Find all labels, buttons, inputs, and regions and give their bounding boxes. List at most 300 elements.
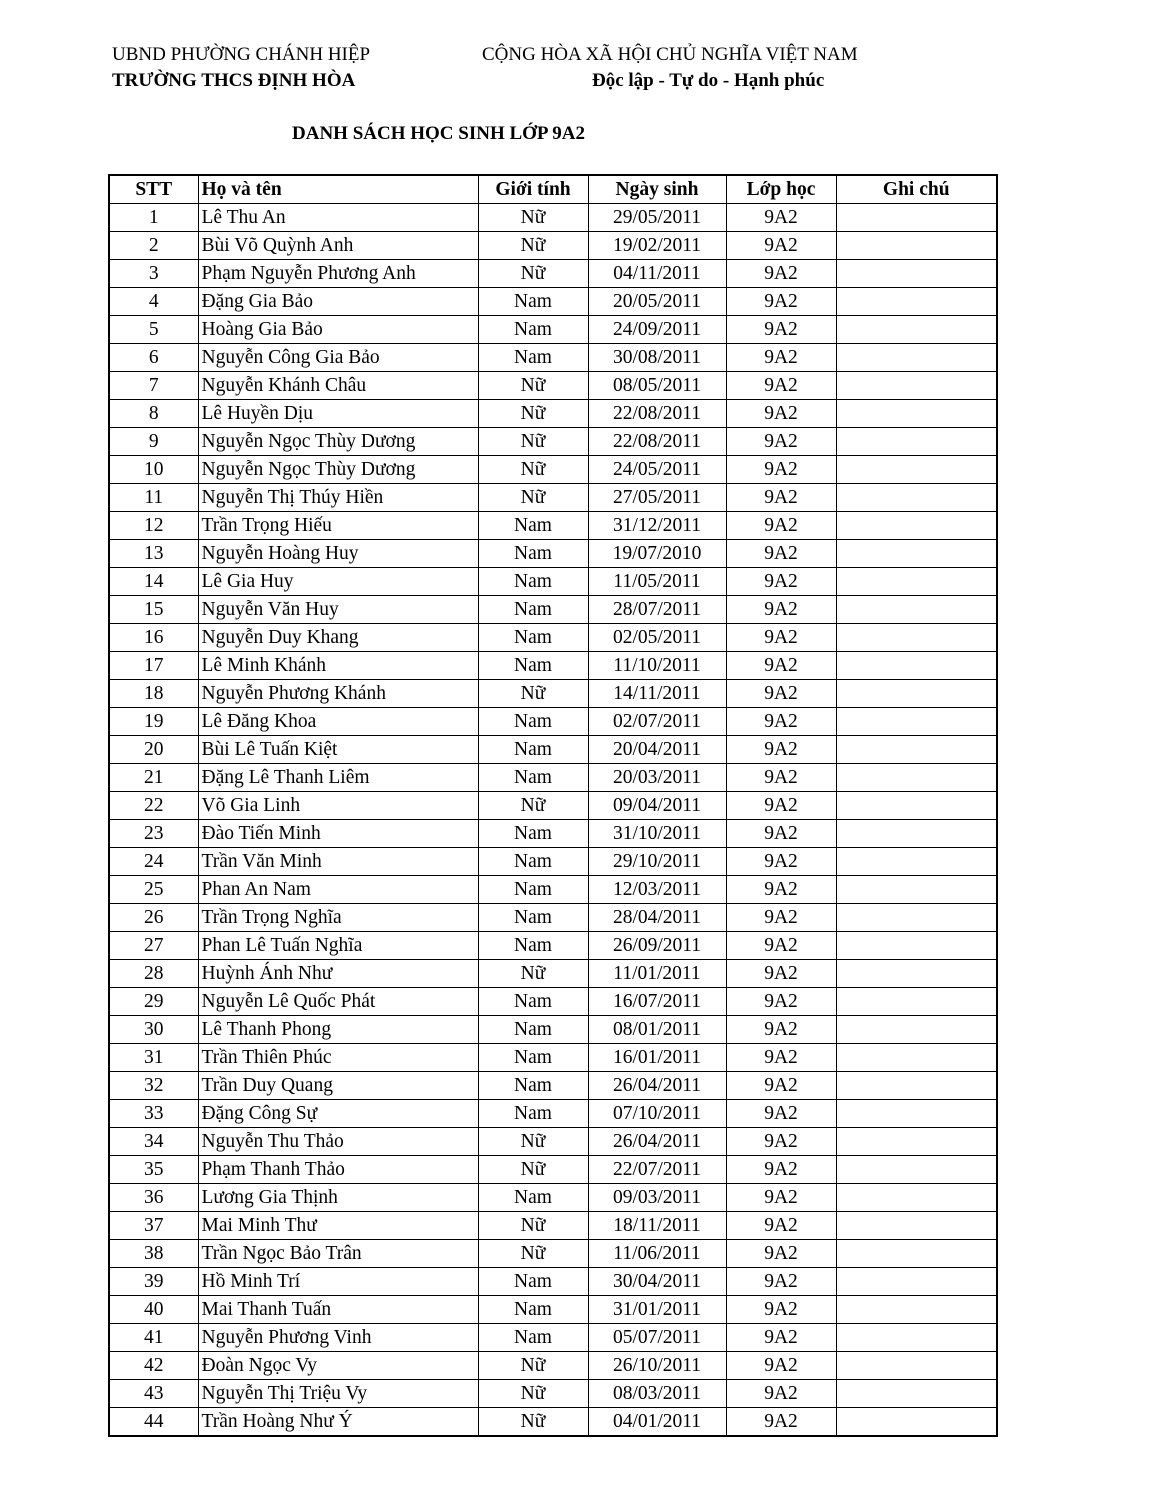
table-row — [109, 372, 997, 400]
cell-stt: 27 — [109, 932, 198, 960]
cell-class: 9A2 — [726, 288, 836, 316]
cell-birthdate: 22/08/2011 — [588, 400, 726, 428]
cell-stt: 2 — [109, 232, 198, 260]
cell-birthdate: 12/03/2011 — [588, 876, 726, 904]
cell-stt: 29 — [109, 988, 198, 1016]
cell-gender: Nam — [478, 820, 588, 848]
cell-note — [836, 1044, 997, 1072]
cell-class: 9A2 — [726, 932, 836, 960]
cell-stt: 31 — [109, 1044, 198, 1072]
cell-class: 9A2 — [726, 484, 836, 512]
cell-stt: 6 — [109, 344, 198, 372]
table-row — [109, 1184, 997, 1212]
cell-birthdate: 07/10/2011 — [588, 1100, 726, 1128]
cell-name: Hoàng Gia Bảo — [198, 316, 478, 344]
cell-name: Lê Gia Huy — [198, 568, 478, 596]
table-row — [109, 288, 997, 316]
table-row — [109, 904, 997, 932]
cell-gender: Nam — [478, 1044, 588, 1072]
cell-name: Lê Minh Khánh — [198, 652, 478, 680]
cell-note — [836, 1240, 997, 1268]
cell-name: Mai Thanh Tuấn — [198, 1296, 478, 1324]
cell-class: 9A2 — [726, 1156, 836, 1184]
cell-gender: Nam — [478, 932, 588, 960]
table-row — [109, 512, 997, 540]
cell-stt: 18 — [109, 680, 198, 708]
cell-name: Phạm Nguyễn Phương Anh — [198, 260, 478, 288]
cell-birthdate: 18/11/2011 — [588, 1212, 726, 1240]
cell-birthdate: 11/01/2011 — [588, 960, 726, 988]
cell-name: Nguyễn Ngọc Thùy Dương — [198, 456, 478, 484]
cell-gender: Nam — [478, 1184, 588, 1212]
cell-gender: Nam — [478, 1016, 588, 1044]
document-title: DANH SÁCH HỌC SINH LỚP 9A2 — [292, 123, 585, 144]
cell-gender: Nam — [478, 736, 588, 764]
cell-class: 9A2 — [726, 1296, 836, 1324]
table-header-row — [109, 175, 997, 204]
cell-stt: 11 — [109, 484, 198, 512]
cell-birthdate: 08/05/2011 — [588, 372, 726, 400]
cell-gender: Nam — [478, 1100, 588, 1128]
table-row — [109, 680, 997, 708]
cell-birthdate: 19/02/2011 — [588, 232, 726, 260]
cell-gender: Nữ — [478, 260, 588, 288]
table-row — [109, 1296, 997, 1324]
student-list-table — [108, 174, 998, 1437]
table-row — [109, 652, 997, 680]
cell-note — [836, 1408, 997, 1437]
cell-gender: Nam — [478, 1268, 588, 1296]
column-header-class: Lớp học — [726, 175, 836, 204]
table-row — [109, 428, 997, 456]
cell-name: Trần Hoàng Như Ý — [198, 1408, 478, 1437]
column-header-stt: STT — [109, 175, 198, 204]
table-row — [109, 876, 997, 904]
cell-birthdate: 29/10/2011 — [588, 848, 726, 876]
cell-gender: Nữ — [478, 960, 588, 988]
cell-stt: 26 — [109, 904, 198, 932]
cell-name: Trần Văn Minh — [198, 848, 478, 876]
table-row — [109, 1352, 997, 1380]
cell-class: 9A2 — [726, 876, 836, 904]
cell-class: 9A2 — [726, 764, 836, 792]
cell-stt: 4 — [109, 288, 198, 316]
cell-class: 9A2 — [726, 1240, 836, 1268]
cell-gender: Nữ — [478, 1128, 588, 1156]
cell-name: Võ Gia Linh — [198, 792, 478, 820]
cell-gender: Nam — [478, 708, 588, 736]
column-header-name: Họ và tên — [198, 175, 478, 204]
cell-note — [836, 1128, 997, 1156]
cell-stt: 44 — [109, 1408, 198, 1437]
cell-gender: Nữ — [478, 204, 588, 232]
table-row — [109, 792, 997, 820]
cell-birthdate: 19/07/2010 — [588, 540, 726, 568]
cell-stt: 38 — [109, 1240, 198, 1268]
cell-note — [836, 1156, 997, 1184]
cell-birthdate: 02/05/2011 — [588, 624, 726, 652]
column-header-birthdate: Ngày sinh — [588, 175, 726, 204]
cell-note — [836, 904, 997, 932]
table-row — [109, 1268, 997, 1296]
table-row — [109, 1044, 997, 1072]
cell-birthdate: 20/04/2011 — [588, 736, 726, 764]
cell-note — [836, 232, 997, 260]
cell-name: Nguyễn Thu Thảo — [198, 1128, 478, 1156]
cell-birthdate: 26/04/2011 — [588, 1128, 726, 1156]
authority-name: UBND PHƯỜNG CHÁNH HIỆP — [112, 44, 371, 65]
table-row — [109, 400, 997, 428]
cell-class: 9A2 — [726, 260, 836, 288]
cell-name: Nguyễn Thị Triệu Vy — [198, 1380, 478, 1408]
cell-note — [836, 260, 997, 288]
cell-birthdate: 08/01/2011 — [588, 1016, 726, 1044]
cell-gender: Nam — [478, 568, 588, 596]
cell-name: Mai Minh Thư — [198, 1212, 478, 1240]
cell-note — [836, 1212, 997, 1240]
cell-class: 9A2 — [726, 372, 836, 400]
cell-name: Lương Gia Thịnh — [198, 1184, 478, 1212]
cell-birthdate: 26/10/2011 — [588, 1352, 726, 1380]
table-row — [109, 624, 997, 652]
cell-gender: Nam — [478, 624, 588, 652]
cell-stt: 3 — [109, 260, 198, 288]
cell-birthdate: 05/07/2011 — [588, 1324, 726, 1352]
school-name: TRƯỜNG THCS ĐỊNH HÒA — [112, 70, 356, 91]
cell-class: 9A2 — [726, 232, 836, 260]
table-row — [109, 316, 997, 344]
cell-stt: 34 — [109, 1128, 198, 1156]
column-header-note: Ghi chú — [836, 175, 997, 204]
cell-birthdate: 30/04/2011 — [588, 1268, 726, 1296]
cell-class: 9A2 — [726, 624, 836, 652]
cell-stt: 14 — [109, 568, 198, 596]
cell-stt: 42 — [109, 1352, 198, 1380]
cell-stt: 32 — [109, 1072, 198, 1100]
cell-stt: 7 — [109, 372, 198, 400]
cell-note — [836, 344, 997, 372]
cell-class: 9A2 — [726, 848, 836, 876]
cell-birthdate: 27/05/2011 — [588, 484, 726, 512]
cell-gender: Nữ — [478, 484, 588, 512]
cell-note — [836, 820, 997, 848]
cell-birthdate: 24/05/2011 — [588, 456, 726, 484]
cell-birthdate: 29/05/2011 — [588, 204, 726, 232]
table-row — [109, 596, 997, 624]
cell-stt: 16 — [109, 624, 198, 652]
cell-class: 9A2 — [726, 904, 836, 932]
cell-name: Đoàn Ngọc Vy — [198, 1352, 478, 1380]
cell-note — [836, 848, 997, 876]
cell-class: 9A2 — [726, 708, 836, 736]
cell-name: Phan An Nam — [198, 876, 478, 904]
cell-birthdate: 11/05/2011 — [588, 568, 726, 596]
table-row — [109, 1100, 997, 1128]
cell-stt: 21 — [109, 764, 198, 792]
cell-note — [836, 680, 997, 708]
cell-class: 9A2 — [726, 540, 836, 568]
cell-gender: Nữ — [478, 372, 588, 400]
cell-class: 9A2 — [726, 316, 836, 344]
cell-gender: Nam — [478, 344, 588, 372]
cell-note — [836, 400, 997, 428]
cell-gender: Nam — [478, 1296, 588, 1324]
cell-note — [836, 484, 997, 512]
cell-name: Nguyễn Thị Thúy Hiền — [198, 484, 478, 512]
cell-birthdate: 20/05/2011 — [588, 288, 726, 316]
table-row — [109, 1156, 997, 1184]
cell-note — [836, 540, 997, 568]
cell-birthdate: 22/08/2011 — [588, 428, 726, 456]
cell-class: 9A2 — [726, 736, 836, 764]
table-row — [109, 1240, 997, 1268]
cell-birthdate: 16/07/2011 — [588, 988, 726, 1016]
table-row — [109, 540, 997, 568]
cell-name: Phạm Thanh Thảo — [198, 1156, 478, 1184]
cell-note — [836, 1352, 997, 1380]
cell-name: Nguyễn Phương Khánh — [198, 680, 478, 708]
cell-gender: Nữ — [478, 428, 588, 456]
cell-name: Lê Đăng Khoa — [198, 708, 478, 736]
cell-class: 9A2 — [726, 1324, 836, 1352]
cell-name: Bùi Lê Tuấn Kiệt — [198, 736, 478, 764]
cell-gender: Nam — [478, 652, 588, 680]
cell-birthdate: 28/04/2011 — [588, 904, 726, 932]
cell-birthdate: 20/03/2011 — [588, 764, 726, 792]
cell-name: Hồ Minh Trí — [198, 1268, 478, 1296]
cell-class: 9A2 — [726, 1128, 836, 1156]
cell-note — [836, 624, 997, 652]
cell-class: 9A2 — [726, 1380, 836, 1408]
table-row — [109, 456, 997, 484]
cell-note — [836, 316, 997, 344]
cell-gender: Nữ — [478, 1240, 588, 1268]
cell-gender: Nam — [478, 596, 588, 624]
table-row — [109, 848, 997, 876]
cell-note — [836, 428, 997, 456]
cell-gender: Nam — [478, 316, 588, 344]
cell-stt: 9 — [109, 428, 198, 456]
national-title: CỘNG HÒA XÃ HỘI CHỦ NGHĨA VIỆT NAM — [482, 44, 858, 65]
cell-class: 9A2 — [726, 1268, 836, 1296]
cell-birthdate: 31/10/2011 — [588, 820, 726, 848]
table-row — [109, 1072, 997, 1100]
cell-class: 9A2 — [726, 428, 836, 456]
cell-note — [836, 1324, 997, 1352]
cell-note — [836, 1268, 997, 1296]
cell-stt: 15 — [109, 596, 198, 624]
cell-birthdate: 31/12/2011 — [588, 512, 726, 540]
cell-name: Đặng Lê Thanh Liêm — [198, 764, 478, 792]
cell-gender: Nữ — [478, 1156, 588, 1184]
cell-note — [836, 792, 997, 820]
cell-gender: Nam — [478, 988, 588, 1016]
cell-stt: 24 — [109, 848, 198, 876]
cell-birthdate: 26/04/2011 — [588, 1072, 726, 1100]
cell-birthdate: 22/07/2011 — [588, 1156, 726, 1184]
cell-stt: 5 — [109, 316, 198, 344]
cell-gender: Nữ — [478, 1408, 588, 1437]
table-row — [109, 1408, 997, 1437]
cell-name: Đặng Công Sự — [198, 1100, 478, 1128]
table-row — [109, 1380, 997, 1408]
cell-note — [836, 512, 997, 540]
cell-stt: 13 — [109, 540, 198, 568]
cell-stt: 43 — [109, 1380, 198, 1408]
cell-stt: 19 — [109, 708, 198, 736]
cell-name: Đặng Gia Bảo — [198, 288, 478, 316]
cell-stt: 36 — [109, 1184, 198, 1212]
cell-stt: 25 — [109, 876, 198, 904]
cell-class: 9A2 — [726, 1184, 836, 1212]
cell-gender: Nữ — [478, 1212, 588, 1240]
cell-note — [836, 876, 997, 904]
cell-class: 9A2 — [726, 400, 836, 428]
cell-note — [836, 932, 997, 960]
cell-note — [836, 1296, 997, 1324]
column-header-gender: Giới tính — [478, 175, 588, 204]
cell-class: 9A2 — [726, 456, 836, 484]
cell-name: Trần Duy Quang — [198, 1072, 478, 1100]
table-row — [109, 820, 997, 848]
cell-note — [836, 960, 997, 988]
cell-name: Nguyễn Văn Huy — [198, 596, 478, 624]
cell-gender: Nữ — [478, 792, 588, 820]
cell-name: Lê Huyền Dịu — [198, 400, 478, 428]
table-row — [109, 568, 997, 596]
cell-birthdate: 09/04/2011 — [588, 792, 726, 820]
cell-name: Lê Thu An — [198, 204, 478, 232]
table-row — [109, 1128, 997, 1156]
cell-birthdate: 08/03/2011 — [588, 1380, 726, 1408]
cell-name: Nguyễn Phương Vinh — [198, 1324, 478, 1352]
cell-note — [836, 652, 997, 680]
cell-gender: Nữ — [478, 232, 588, 260]
cell-note — [836, 568, 997, 596]
cell-stt: 20 — [109, 736, 198, 764]
cell-note — [836, 988, 997, 1016]
table-row — [109, 932, 997, 960]
cell-note — [836, 764, 997, 792]
cell-stt: 1 — [109, 204, 198, 232]
cell-class: 9A2 — [726, 988, 836, 1016]
table-row — [109, 1016, 997, 1044]
cell-name: Trần Ngọc Bảo Trân — [198, 1240, 478, 1268]
cell-birthdate: 30/08/2011 — [588, 344, 726, 372]
cell-gender: Nữ — [478, 1352, 588, 1380]
cell-name: Đào Tiến Minh — [198, 820, 478, 848]
cell-birthdate: 28/07/2011 — [588, 596, 726, 624]
cell-birthdate: 02/07/2011 — [588, 708, 726, 736]
cell-birthdate: 11/06/2011 — [588, 1240, 726, 1268]
cell-class: 9A2 — [726, 344, 836, 372]
cell-gender: Nam — [478, 904, 588, 932]
cell-birthdate: 04/01/2011 — [588, 1408, 726, 1437]
cell-gender: Nam — [478, 540, 588, 568]
cell-birthdate: 16/01/2011 — [588, 1044, 726, 1072]
cell-class: 9A2 — [726, 568, 836, 596]
cell-note — [836, 736, 997, 764]
cell-class: 9A2 — [726, 680, 836, 708]
table-row — [109, 204, 997, 232]
cell-note — [836, 1016, 997, 1044]
cell-birthdate: 26/09/2011 — [588, 932, 726, 960]
cell-stt: 8 — [109, 400, 198, 428]
cell-gender: Nữ — [478, 400, 588, 428]
cell-name: Phan Lê Tuấn Nghĩa — [198, 932, 478, 960]
cell-stt: 30 — [109, 1016, 198, 1044]
cell-class: 9A2 — [726, 792, 836, 820]
cell-class: 9A2 — [726, 1212, 836, 1240]
table-row — [109, 1212, 997, 1240]
cell-name: Nguyễn Ngọc Thùy Dương — [198, 428, 478, 456]
cell-note — [836, 1072, 997, 1100]
cell-birthdate: 04/11/2011 — [588, 260, 726, 288]
cell-gender: Nam — [478, 512, 588, 540]
cell-name: Nguyễn Lê Quốc Phát — [198, 988, 478, 1016]
cell-name: Nguyễn Khánh Châu — [198, 372, 478, 400]
cell-stt: 12 — [109, 512, 198, 540]
cell-stt: 41 — [109, 1324, 198, 1352]
cell-gender: Nữ — [478, 456, 588, 484]
cell-note — [836, 1184, 997, 1212]
cell-birthdate: 09/03/2011 — [588, 1184, 726, 1212]
cell-class: 9A2 — [726, 1352, 836, 1380]
cell-class: 9A2 — [726, 960, 836, 988]
cell-name: Lê Thanh Phong — [198, 1016, 478, 1044]
table-row — [109, 736, 997, 764]
cell-class: 9A2 — [726, 1408, 836, 1437]
table-row — [109, 764, 997, 792]
cell-stt: 39 — [109, 1268, 198, 1296]
cell-gender: Nam — [478, 288, 588, 316]
table-row — [109, 232, 997, 260]
cell-stt: 37 — [109, 1212, 198, 1240]
cell-stt: 10 — [109, 456, 198, 484]
cell-note — [836, 708, 997, 736]
cell-name: Nguyễn Công Gia Bảo — [198, 344, 478, 372]
cell-gender: Nam — [478, 876, 588, 904]
cell-class: 9A2 — [726, 1016, 836, 1044]
cell-class: 9A2 — [726, 512, 836, 540]
table-row — [109, 260, 997, 288]
cell-gender: Nam — [478, 848, 588, 876]
cell-note — [836, 288, 997, 316]
cell-stt: 28 — [109, 960, 198, 988]
table-row — [109, 1324, 997, 1352]
cell-stt: 40 — [109, 1296, 198, 1324]
cell-name: Nguyễn Duy Khang — [198, 624, 478, 652]
cell-stt: 33 — [109, 1100, 198, 1128]
cell-class: 9A2 — [726, 652, 836, 680]
cell-class: 9A2 — [726, 204, 836, 232]
cell-birthdate: 31/01/2011 — [588, 1296, 726, 1324]
cell-name: Huỳnh Ánh Như — [198, 960, 478, 988]
cell-class: 9A2 — [726, 1044, 836, 1072]
cell-birthdate: 11/10/2011 — [588, 652, 726, 680]
cell-stt: 22 — [109, 792, 198, 820]
cell-stt: 35 — [109, 1156, 198, 1184]
cell-birthdate: 24/09/2011 — [588, 316, 726, 344]
cell-gender: Nữ — [478, 1380, 588, 1408]
cell-name: Trần Trọng Hiếu — [198, 512, 478, 540]
cell-name: Nguyễn Hoàng Huy — [198, 540, 478, 568]
cell-class: 9A2 — [726, 1100, 836, 1128]
cell-birthdate: 14/11/2011 — [588, 680, 726, 708]
cell-stt: 17 — [109, 652, 198, 680]
cell-note — [836, 372, 997, 400]
cell-stt: 23 — [109, 820, 198, 848]
